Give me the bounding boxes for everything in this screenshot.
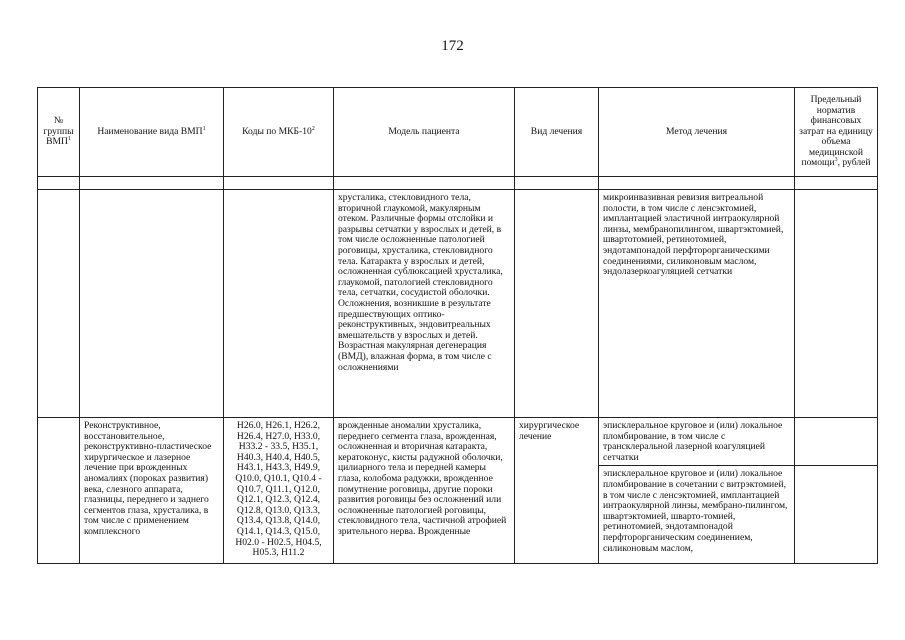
cell-method: эписклеральное круговое и (или) локальное пломбирование в сочетании с витрэктомией, в том числе с ленсэктомией, имплантацией интраокулярной линзы, мембрано-пилингом, швартэктомией, шварто-томией, ретинотомией, эндотампонадой перфторорганическим соединением, силиконовым маслом, [599,466,795,564]
table-row [38,190,878,418]
header-cost-limit: Предельный норматив финансовых затрат на единицу объема медицинской помощи$^3$, рублей [795,88,878,177]
cell-method: микроинвазивная ревизия витреальной полости, в том числе с ленсэктомией, имплантацией эластичной интраокулярной линзы, мембранопилингом, швартэктомией, швартотомией, ретинотомией, эндотампонадой перфторорганическими соединениями, силиконовым маслом, эндолазеркоагуляцией сетчатки [599,190,795,418]
spacer-row [38,177,878,190]
cell-kind [515,190,599,418]
cell-name [80,190,224,418]
header-vmp-name: Наименование вида ВМП$^1$ [80,88,224,177]
table-row [38,418,878,466]
header-patient-model: Модель пациента [334,88,515,177]
cell-group [38,418,80,564]
cell-cost [795,418,878,466]
header-row [38,88,878,177]
cell-method: эписклеральное круговое и (или) локальное пломбирование, в том числе с трансклеральной лазерной коагуляцией сетчатки [599,418,795,466]
cell-cost [795,466,878,564]
cell-codes: H26.0, H26.1, H26.2, H26.4, H27.0, H33.0, H33.2 - 33.5, H35.1, H40.3, H40.4, H40.5, H43.1, H43.3, H49.9, Q10.0, Q10.1, Q10.4 - Q10.7, Q11.1, Q12.0, Q12.1, Q12.3, Q12.4, Q12.8, Q13.0, Q13.3, Q13.4, Q13.8, Q14.0, Q14.1, Q14.3, Q15.0, H02.0 - H02.5, H04.5, H05.3, H11.2 [224,418,334,564]
vmp-table [37,87,878,564]
header-treatment-method: Метод лечения [599,88,795,177]
cell-group [38,190,80,418]
cell-model: врожденные аномалии хрусталика, переднего сегмента глаза, врожденная, осложненная и вторичная катаракта, кератоконус, кисты радужной оболочки, цилиарного тела и передней камеры глаза, колобома радужки, врожденное помутнение роговицы, другие пороки развития роговицы без осложнений или осложненные патологией роговицы, стекловидного тела, частичной атрофией зрительного нерва. Врожденные [334,418,515,564]
header-treatment-kind: Вид лечения [515,88,599,177]
cell-model: хрусталика, стекловидного тела, вторичной глаукомой, макулярным отеком. Различные формы отслойки и разрывы сетчатки у взрослых и детей, в том числе осложненные патологией роговицы, хрусталика, стекловидного тела. Катаракта у взрослых и детей, осложненная сублюксацией хрусталика, глаукомой, патологией стекловидного тела, сетчатки, сосудистой оболочки. Осложнения, возникшие в результате предшествующих оптико-реконструктивных, эндовитреальных вмешательств у взрослых и детей. Возрастная макулярная дегенерация (ВМД), влажная форма, в том числе с осложнениями [334,190,515,418]
header-group-number: № группы ВМП$^1$ [38,88,80,177]
header-icd-codes: Коды по МКБ-$10^2$ [224,88,334,177]
cell-name: Реконструктивное, восстановительное, реконструктивно-пластическое хирургическое и лазерное лечение при врожденных аномалиях (пороках развития) века, слезного аппарата, глазницы, переднего и заднего сегментов глаза, хрусталика, в том числе с применением комплексного [80,418,224,564]
cell-kind: хирургическое лечение [515,418,599,564]
page-number: 172 [441,38,464,54]
cell-codes [224,190,334,418]
cell-cost [795,190,878,418]
